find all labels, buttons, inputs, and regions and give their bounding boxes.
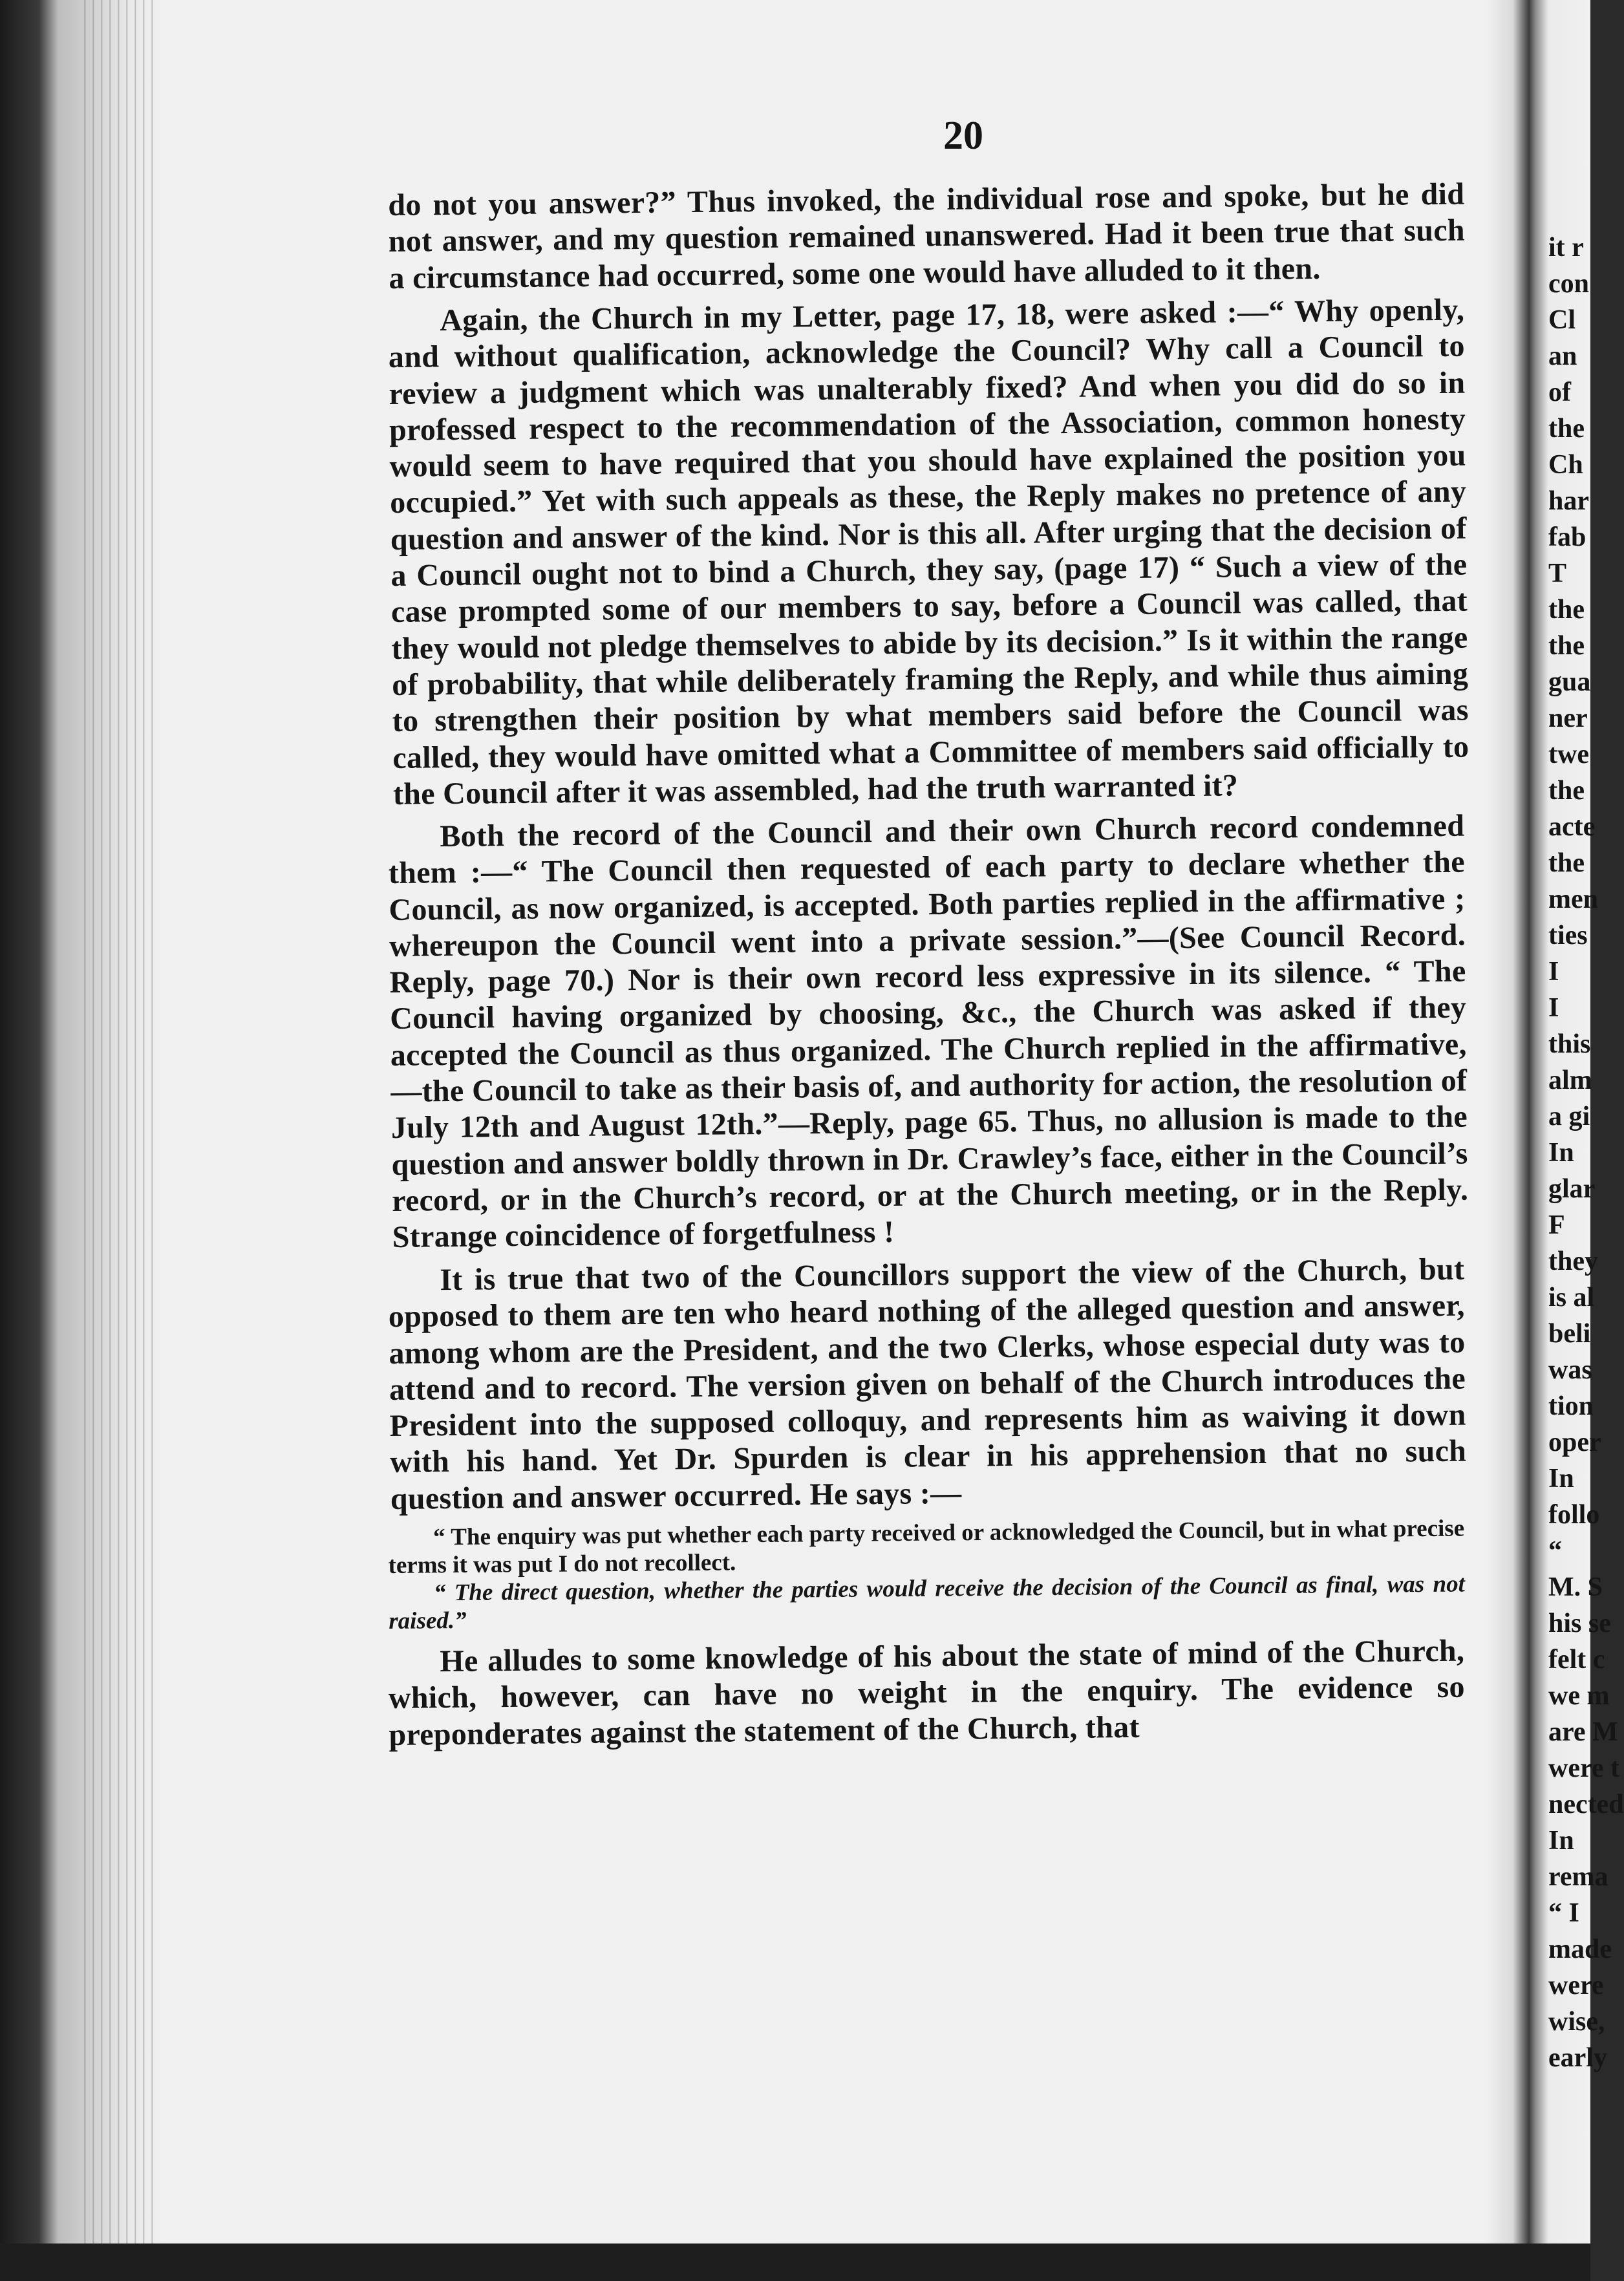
facing-page-fragment: were <box>1548 1971 1604 2000</box>
facing-page-fragment: “ I <box>1548 1898 1579 1928</box>
facing-page-fragment: follo <box>1548 1500 1600 1530</box>
paragraph-4: It is true that two of the Councillors support the view of the Church, but opposed to them are ten who heard nothing of the alleged question and answer, among whom are the President, and the two Clerks, whose especial duty was to attend and to record. The version given on behalf of the Church introduces the President into the supposed colloquy, and represents him as waiving it down with his hand. Yet Dr. Spurden is clear in his apprehension that no such question and answer occurred. He says :— <box>388 1252 1467 1516</box>
facing-page-fragment: nected <box>1548 1790 1624 1819</box>
facing-page-fragment: the <box>1548 776 1585 806</box>
quote-2: “ The direct question, whether the parties would receive the decision of the Council as final, was not raised.” <box>389 1570 1466 1634</box>
facing-page-fragment: is al <box>1548 1283 1595 1312</box>
facing-page-fragment: the <box>1548 414 1585 444</box>
facing-page-fragment: ner <box>1548 703 1588 733</box>
facing-page-fragment: tion <box>1548 1391 1594 1421</box>
facing-page-fragment: oper <box>1548 1428 1601 1457</box>
scan-bottom-border <box>0 2244 1590 2281</box>
facing-page-fragment: beli <box>1548 1319 1591 1349</box>
page-text-block <box>388 177 1469 1760</box>
facing-page-fragment: the <box>1548 631 1585 661</box>
facing-page-fragment: In <box>1548 1464 1574 1494</box>
facing-page-fragment: con <box>1548 269 1589 299</box>
facing-page-fragments <box>1548 230 1624 2076</box>
facing-page-fragment: M. S <box>1548 1572 1603 1602</box>
facing-page-fragment: we m <box>1548 1681 1610 1711</box>
paragraph-1: do not you answer?” Thus invoked, the individual rose and spoke, but he did not answer, and my question remained unanswered. Had it been true that such a circumstance had occurred, some one would have alluded to it then. <box>388 177 1466 295</box>
block-quote <box>388 1514 1465 1635</box>
facing-page-fragment: fab <box>1548 522 1587 552</box>
facing-page-fragment: his se <box>1548 1609 1611 1638</box>
facing-page-fragment: glar <box>1548 1174 1596 1204</box>
facing-page-fragment: Ch <box>1548 450 1583 480</box>
facing-page-fragment: I <box>1548 957 1559 987</box>
facing-page-fragment: I <box>1548 993 1559 1023</box>
quote-1: “ The enquiry was put whether each party received or acknowledged the Council, but in what precise terms it was put I do not recollect. <box>388 1515 1465 1579</box>
facing-page-fragment: acte <box>1548 812 1596 842</box>
facing-page-fragment: In <box>1548 1826 1574 1856</box>
page-number: 20 <box>943 114 983 158</box>
facing-page-fragment: ties <box>1548 921 1588 950</box>
facing-page-fragment: alm <box>1548 1066 1592 1095</box>
facing-page-fragment: are M <box>1548 1717 1618 1747</box>
facing-page-fragment: T <box>1548 559 1567 588</box>
facing-page-fragment: early <box>1548 2043 1607 2073</box>
facing-page-fragment: “ <box>1548 1536 1562 1566</box>
facing-page-fragment: made <box>1548 1934 1612 1964</box>
facing-page-fragment: gua <box>1548 667 1591 697</box>
facing-page-fragment: felt c <box>1548 1645 1605 1675</box>
facing-page-fragment: were t <box>1548 1753 1619 1783</box>
facing-page-fragment: was <box>1548 1355 1592 1385</box>
facing-page-fragment: a gi <box>1548 1102 1590 1131</box>
facing-page-fragment: wise, <box>1548 2007 1605 2037</box>
facing-page-fragment: twe <box>1548 740 1589 769</box>
facing-page-fragment: it r <box>1548 233 1584 262</box>
paragraph-3: Both the record of the Council and their own Church record condemned them :—“ The Council then requested of each party to declare whether the Council, as now organized, is accepted. Both parties replied in the affirmative ; whereupon the Council went into a private session.”—(See Council Record. Reply, page 70.) Nor is their own record less expressive in its silence. “ The Council having organized by choosing, &c., the Church was asked if they accepted the Council as thus organized. The Church replied in the affirmative,—the Council to take as their basis of, and authority for action, the resolution of July 12th and August 12th.”—Reply, page 65. Thus, no allusion is made to the question and answer boldly thrown in Dr. Crawley’s face, either in the Council’s record, or in the Church’s record, or at the Church meeting, or in the Reply. Strange coincidence of forgetfulness ! <box>388 808 1469 1255</box>
facing-page-fragment: the <box>1548 595 1585 625</box>
paragraph-2: Again, the Church in my Letter, page 17, 18, were asked :—“ Why openly, and without qualification, acknowledge the Council? Why call a Council to review a judgment which was unalterably fixed? And when you did do so in professed respect to the recommendation of the Association, common honesty would seem to have required that you should have explained the position you occupied.” Yet with such appeals as these, the Reply makes no pretence of any question and answer of the kind. Nor is this all. After urging that the decision of a Council ought not to bind a Church, they say, (page 17) “ Such a view of the case prompted some of our members to say, before a Council was called, that they would not pledge themselves to abide by its decision.” Is it within the range of probability, that while deliberately framing the Reply, and while thus aiming to strengthen their position by what members said before the Council was called, they would have omitted what a Committee of members said officially to the Council after it was assembled, had the truth warranted it? <box>388 292 1469 811</box>
facing-page-fragment: F <box>1548 1210 1565 1240</box>
facing-page-fragment: the <box>1548 848 1585 878</box>
paragraph-5: He alludes to some knowledge of his about the state of mind of the Church, which, however, can have no weight in the enquiry. The evidence so preponderates against the statement of the Church, that <box>388 1633 1466 1752</box>
facing-page-fragment: men <box>1548 884 1598 914</box>
facing-page-fragment: har <box>1548 486 1589 516</box>
facing-page-fragment: rema <box>1548 1862 1608 1892</box>
facing-page-fragment: of <box>1548 378 1571 407</box>
facing-page-fragment: Cl <box>1548 305 1576 335</box>
facing-page-fragment: this <box>1548 1029 1591 1059</box>
facing-page-fragment: In <box>1548 1138 1574 1168</box>
stacked-page-edges <box>78 0 155 2281</box>
facing-page-fragment: an <box>1548 341 1577 371</box>
facing-page-fragment: they <box>1548 1247 1598 1276</box>
